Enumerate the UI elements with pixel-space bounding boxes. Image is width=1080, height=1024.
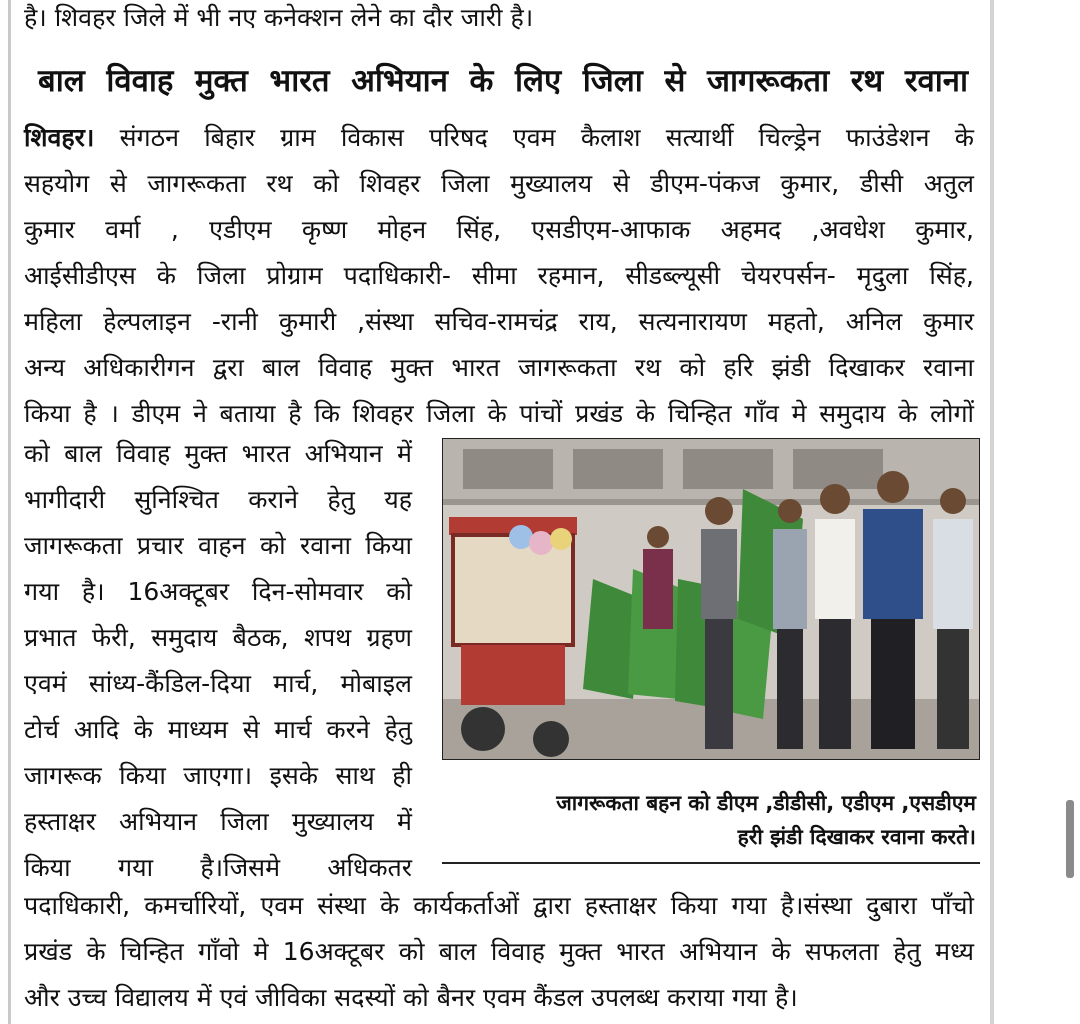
left-column-rule xyxy=(8,0,11,1024)
body-line: शिवहर। संगठन बिहार ग्राम विकास परिषद एवम कैलाश सत्यार्थी चिल्ड्रेन फाउंडेशन के xyxy=(24,123,974,152)
article-headline: बाल विवाह मुक्त भारत अभियान के लिए जिला से जागरूकता रथ रवाना xyxy=(38,63,968,99)
column-line: किया गया है।जिसमे अधिकतर xyxy=(24,853,412,882)
previous-article-tail: है। शिवहर जिले में भी नए कनेक्शन लेने का दौर जारी है। xyxy=(24,3,534,32)
column-line: प्रभात फेरी, समुदाय बैठक, शपथ ग्रहण xyxy=(24,623,412,652)
photo-caption-line: जागरूकता बहन को डीएम ,डीडीसी, एडीएम ,एसडीएम xyxy=(556,791,976,815)
body-line: किया है । डीएम ने बताया है कि शिवहर जिला के पांचों प्रखंड के चिन्हित गाँव मे समुदाय के लोगों xyxy=(24,399,974,428)
column-line: एवमं सांध्य-कैंडिल-दिया मार्च, मोबाइल xyxy=(24,669,412,698)
body-line: प्रखंड के चिन्हित गाँवो मे 16अक्टूबर को बाल विवाह मुक्त भारत अभियान के सफलता हेतु मध्य xyxy=(24,937,974,966)
body-line: पदाधिकारी, कमर्चारियों, एवम संस्था के कार्यकर्ताओं द्वारा हस्ताक्षर किया गया है।संस्था दुबारा पाँचो xyxy=(24,891,974,920)
body-line: अन्य अधिकारीगन द्वरा बाल विवाह मुक्त भारत जागरूकता रथ को हरि झंडी दिखाकर रवाना xyxy=(24,353,974,382)
column-line: टोर्च आदि के माध्यम से मार्च करने हेतु xyxy=(24,715,412,744)
column-line: को बाल विवाह मुक्त भारत अभियान में xyxy=(24,439,412,468)
right-column-rule xyxy=(990,0,994,1024)
dateline: शिवहर। xyxy=(24,123,95,152)
photo-caption-line: हरी झंडी दिखाकर रवाना करते। xyxy=(737,825,976,849)
body-line: सहयोग से जागरूकता रथ को शिवहर जिला मुख्यालय से डीएम-पंकज कुमार, डीसी अतुल xyxy=(24,169,974,198)
column-line: जागरूक किया जाएगा। इसके साथ ही xyxy=(24,761,412,790)
column-line: गया है। 16अक्टूबर दिन-सोमवार को xyxy=(24,577,412,606)
scrollbar-thumb[interactable] xyxy=(1066,800,1074,878)
caption-divider xyxy=(442,862,980,864)
column-line: जागरूकता प्रचार वाहन को रवाना किया xyxy=(24,531,412,560)
news-photo xyxy=(442,438,980,760)
body-line: और उच्च विद्यालय में एवं जीविका सदस्यों को बैनर एवम कैंडल उपलब्ध कराया गया है। xyxy=(24,983,798,1012)
body-line: आईसीडीएस के जिला प्रोग्राम पदाधिकारी- सीमा रहमान, सीडब्ल्यूसी चेयरपर्सन- मृदुला सिंह, xyxy=(24,261,974,290)
photo-flag-off-scene xyxy=(443,439,980,760)
column-line: भागीदारी सुनिश्चित कराने हेतु यह xyxy=(24,485,412,514)
body-line: महिला हेल्पलाइन -रानी कुमारी ,संस्था सचिव-रामचंद्र राय, सत्यनारायण महतो, अनिल कुमार xyxy=(24,307,974,336)
column-line: हस्ताक्षर अभियान जिला मुख्यालय में xyxy=(24,807,412,836)
body-line: कुमार वर्मा , एडीएम कृष्ण मोहन सिंह, एसडीएम-आफाक अहमद ,अवधेश कुमार, xyxy=(24,215,974,244)
